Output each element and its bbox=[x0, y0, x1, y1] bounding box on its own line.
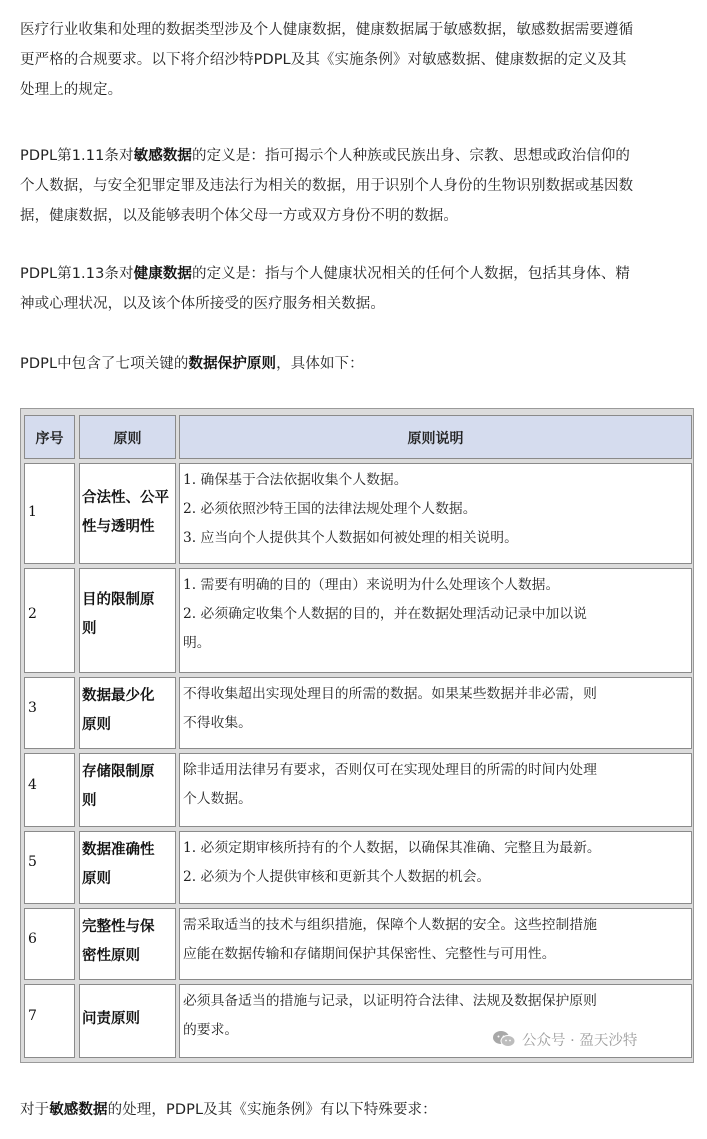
principle-name-cell bbox=[79, 677, 176, 749]
sensitive-data-term: 敏感数据 bbox=[49, 1102, 108, 1118]
row-number-cell bbox=[24, 463, 75, 564]
description-line: 需采取适当的技术与组织措施，保障个人数据的安全。这些控制措施 bbox=[183, 917, 597, 933]
principle-name-line: 数据准确性 bbox=[82, 842, 155, 858]
row-number: 7 bbox=[28, 1008, 37, 1024]
row-number-cell bbox=[24, 568, 75, 673]
principle-description bbox=[183, 466, 687, 553]
sensitive-data-definition bbox=[20, 141, 696, 231]
health-data-term: 健康数据 bbox=[133, 266, 193, 282]
principle-name-line: 目的限制原 bbox=[82, 592, 155, 608]
principle-name-cell bbox=[79, 463, 176, 564]
intro-paragraph bbox=[20, 15, 696, 105]
principle-description bbox=[183, 756, 687, 814]
principles-prefix: PDPL中包含了七项关键的 bbox=[20, 356, 189, 372]
principle-description-cell bbox=[179, 568, 692, 673]
description-line: 应能在数据传输和存储期间保护其保密性、完整性与可用性。 bbox=[183, 946, 556, 962]
description-line: 不得收集。 bbox=[183, 715, 252, 731]
principle-name-cell bbox=[79, 831, 176, 904]
principle-name bbox=[82, 1005, 175, 1034]
principle-name-line: 密性原则 bbox=[82, 948, 140, 964]
row-number: 4 bbox=[28, 777, 37, 793]
description-line: 1. 确保基于合法依据收集个人数据。 bbox=[183, 472, 408, 488]
principle-name-line: 性与透明性 bbox=[82, 519, 155, 535]
row-number-cell bbox=[24, 753, 75, 827]
row-number: 5 bbox=[28, 854, 37, 870]
principle-name-line: 则 bbox=[82, 621, 97, 637]
principle-description bbox=[183, 834, 687, 892]
description-line: 2. 必须确定收集个人数据的目的，并在数据处理活动记录中加以说 bbox=[183, 606, 587, 622]
principle-name bbox=[82, 484, 175, 542]
principle-name-line: 问责原则 bbox=[82, 1011, 140, 1027]
intro-line: 医疗行业收集和处理的数据类型涉及个人健康数据，健康数据属于敏感数据，敏感数据需要遵循 bbox=[20, 22, 634, 38]
processing-suffix: 的处理，PDPL及其《实施条例》有以下特殊要求： bbox=[107, 1102, 437, 1118]
principle-description-cell bbox=[179, 463, 692, 564]
principle-description bbox=[183, 680, 687, 738]
definition-line: 个人数据，与安全犯罪定罪及违法行为相关的数据，用于识别个人身份的生物识别数据或基因数 bbox=[20, 178, 634, 194]
description-line: 1. 需要有明确的目的（理由）来说明为什么处理该个人数据。 bbox=[183, 577, 560, 593]
header-label: 原则说明 bbox=[407, 431, 464, 447]
wechat-icon bbox=[492, 1030, 516, 1048]
principle-name-line: 原则 bbox=[82, 871, 111, 887]
principle-description-cell bbox=[179, 677, 692, 749]
sensitive-processing-intro bbox=[20, 1095, 696, 1125]
intro-line: 更严格的合规要求。以下将介绍沙特PDPL及其《实施条例》对敏感数据、健康数据的定义及其 bbox=[20, 52, 627, 68]
row-number: 1 bbox=[28, 504, 37, 520]
description-line: 2. 必须为个人提供审核和更新其个人数据的机会。 bbox=[183, 869, 491, 885]
watermark bbox=[492, 1026, 637, 1052]
principle-name-line: 合法性、公平 bbox=[82, 490, 169, 506]
principles-table bbox=[20, 408, 694, 1063]
description-line: 1. 必须定期审核所持有的个人数据，以确保其准确、完整且为最新。 bbox=[183, 840, 601, 856]
header-cell-description bbox=[179, 415, 692, 459]
principles-intro bbox=[20, 349, 696, 379]
header-label: 原则 bbox=[113, 431, 142, 447]
principle-name-cell bbox=[79, 753, 176, 827]
definition-text: 的定义是：指与个人健康状况相关的任何个人数据，包括其身体、精 bbox=[192, 266, 631, 282]
principle-name bbox=[82, 913, 175, 971]
row-number-cell bbox=[24, 908, 75, 980]
description-line: 明。 bbox=[183, 635, 211, 651]
description-line: 除非适用法律另有要求，否则仅可在实现处理目的所需的时间内处理 bbox=[183, 762, 597, 778]
principle-name-cell bbox=[79, 984, 176, 1058]
principle-name bbox=[82, 758, 175, 816]
description-line: 个人数据。 bbox=[183, 791, 252, 807]
row-number-cell bbox=[24, 677, 75, 749]
definition-prefix: PDPL第1.11条对 bbox=[20, 148, 134, 164]
health-data-definition bbox=[20, 259, 696, 319]
principle-name bbox=[82, 682, 175, 740]
principle-name bbox=[82, 586, 175, 644]
row-number-cell bbox=[24, 984, 75, 1058]
principle-name-line: 数据最少化 bbox=[82, 688, 155, 704]
principle-name-line: 完整性与保 bbox=[82, 919, 155, 935]
row-number: 3 bbox=[28, 700, 37, 716]
description-line: 不得收集超出实现处理目的所需的数据。如果某些数据并非必需，则 bbox=[183, 686, 597, 702]
definition-line: 据，健康数据，以及能够表明个体父母一方或双方身份不明的数据。 bbox=[20, 208, 458, 224]
definition-text: 的定义是：指可揭示个人种族或民族出身、宗教、思想或政治信仰的 bbox=[192, 148, 631, 164]
principle-name bbox=[82, 836, 175, 894]
principle-name-line: 存储限制原 bbox=[82, 764, 155, 780]
description-line: 的要求。 bbox=[183, 1022, 239, 1038]
principles-suffix: ，具体如下： bbox=[276, 356, 364, 372]
principle-name-cell bbox=[79, 568, 176, 673]
header-cell-number bbox=[24, 415, 75, 459]
principle-description-cell bbox=[179, 908, 692, 980]
description-line: 2. 必须依照沙特王国的法律法规处理个人数据。 bbox=[183, 501, 477, 517]
description-line: 必须具备适当的措施与记录，以证明符合法律、法规及数据保护原则 bbox=[183, 993, 597, 1009]
description-line: 3. 应当向个人提供其个人数据如何被处理的相关说明。 bbox=[183, 530, 518, 546]
processing-prefix: 对于 bbox=[20, 1102, 50, 1118]
principle-description-cell bbox=[179, 831, 692, 904]
definition-line: 神或心理状况，以及该个体所接受的医疗服务相关数据。 bbox=[20, 296, 385, 312]
intro-line: 处理上的规定。 bbox=[20, 82, 123, 98]
principle-description-cell bbox=[179, 753, 692, 827]
principle-description bbox=[183, 571, 687, 658]
principle-name-line: 则 bbox=[82, 793, 97, 809]
definition-prefix: PDPL第1.13条对 bbox=[20, 266, 134, 282]
row-number: 2 bbox=[28, 606, 37, 622]
principles-term: 数据保护原则 bbox=[188, 356, 277, 372]
header-cell-principle bbox=[79, 415, 176, 459]
row-number-cell bbox=[24, 831, 75, 904]
principle-description bbox=[183, 911, 687, 969]
header-label: 序号 bbox=[35, 431, 64, 447]
watermark-label: 公众号 · 盈天沙特 bbox=[522, 1032, 638, 1049]
sensitive-data-term: 敏感数据 bbox=[133, 148, 193, 164]
principle-name-line: 原则 bbox=[82, 717, 111, 733]
principle-name-cell bbox=[79, 908, 176, 980]
row-number: 6 bbox=[28, 931, 37, 947]
